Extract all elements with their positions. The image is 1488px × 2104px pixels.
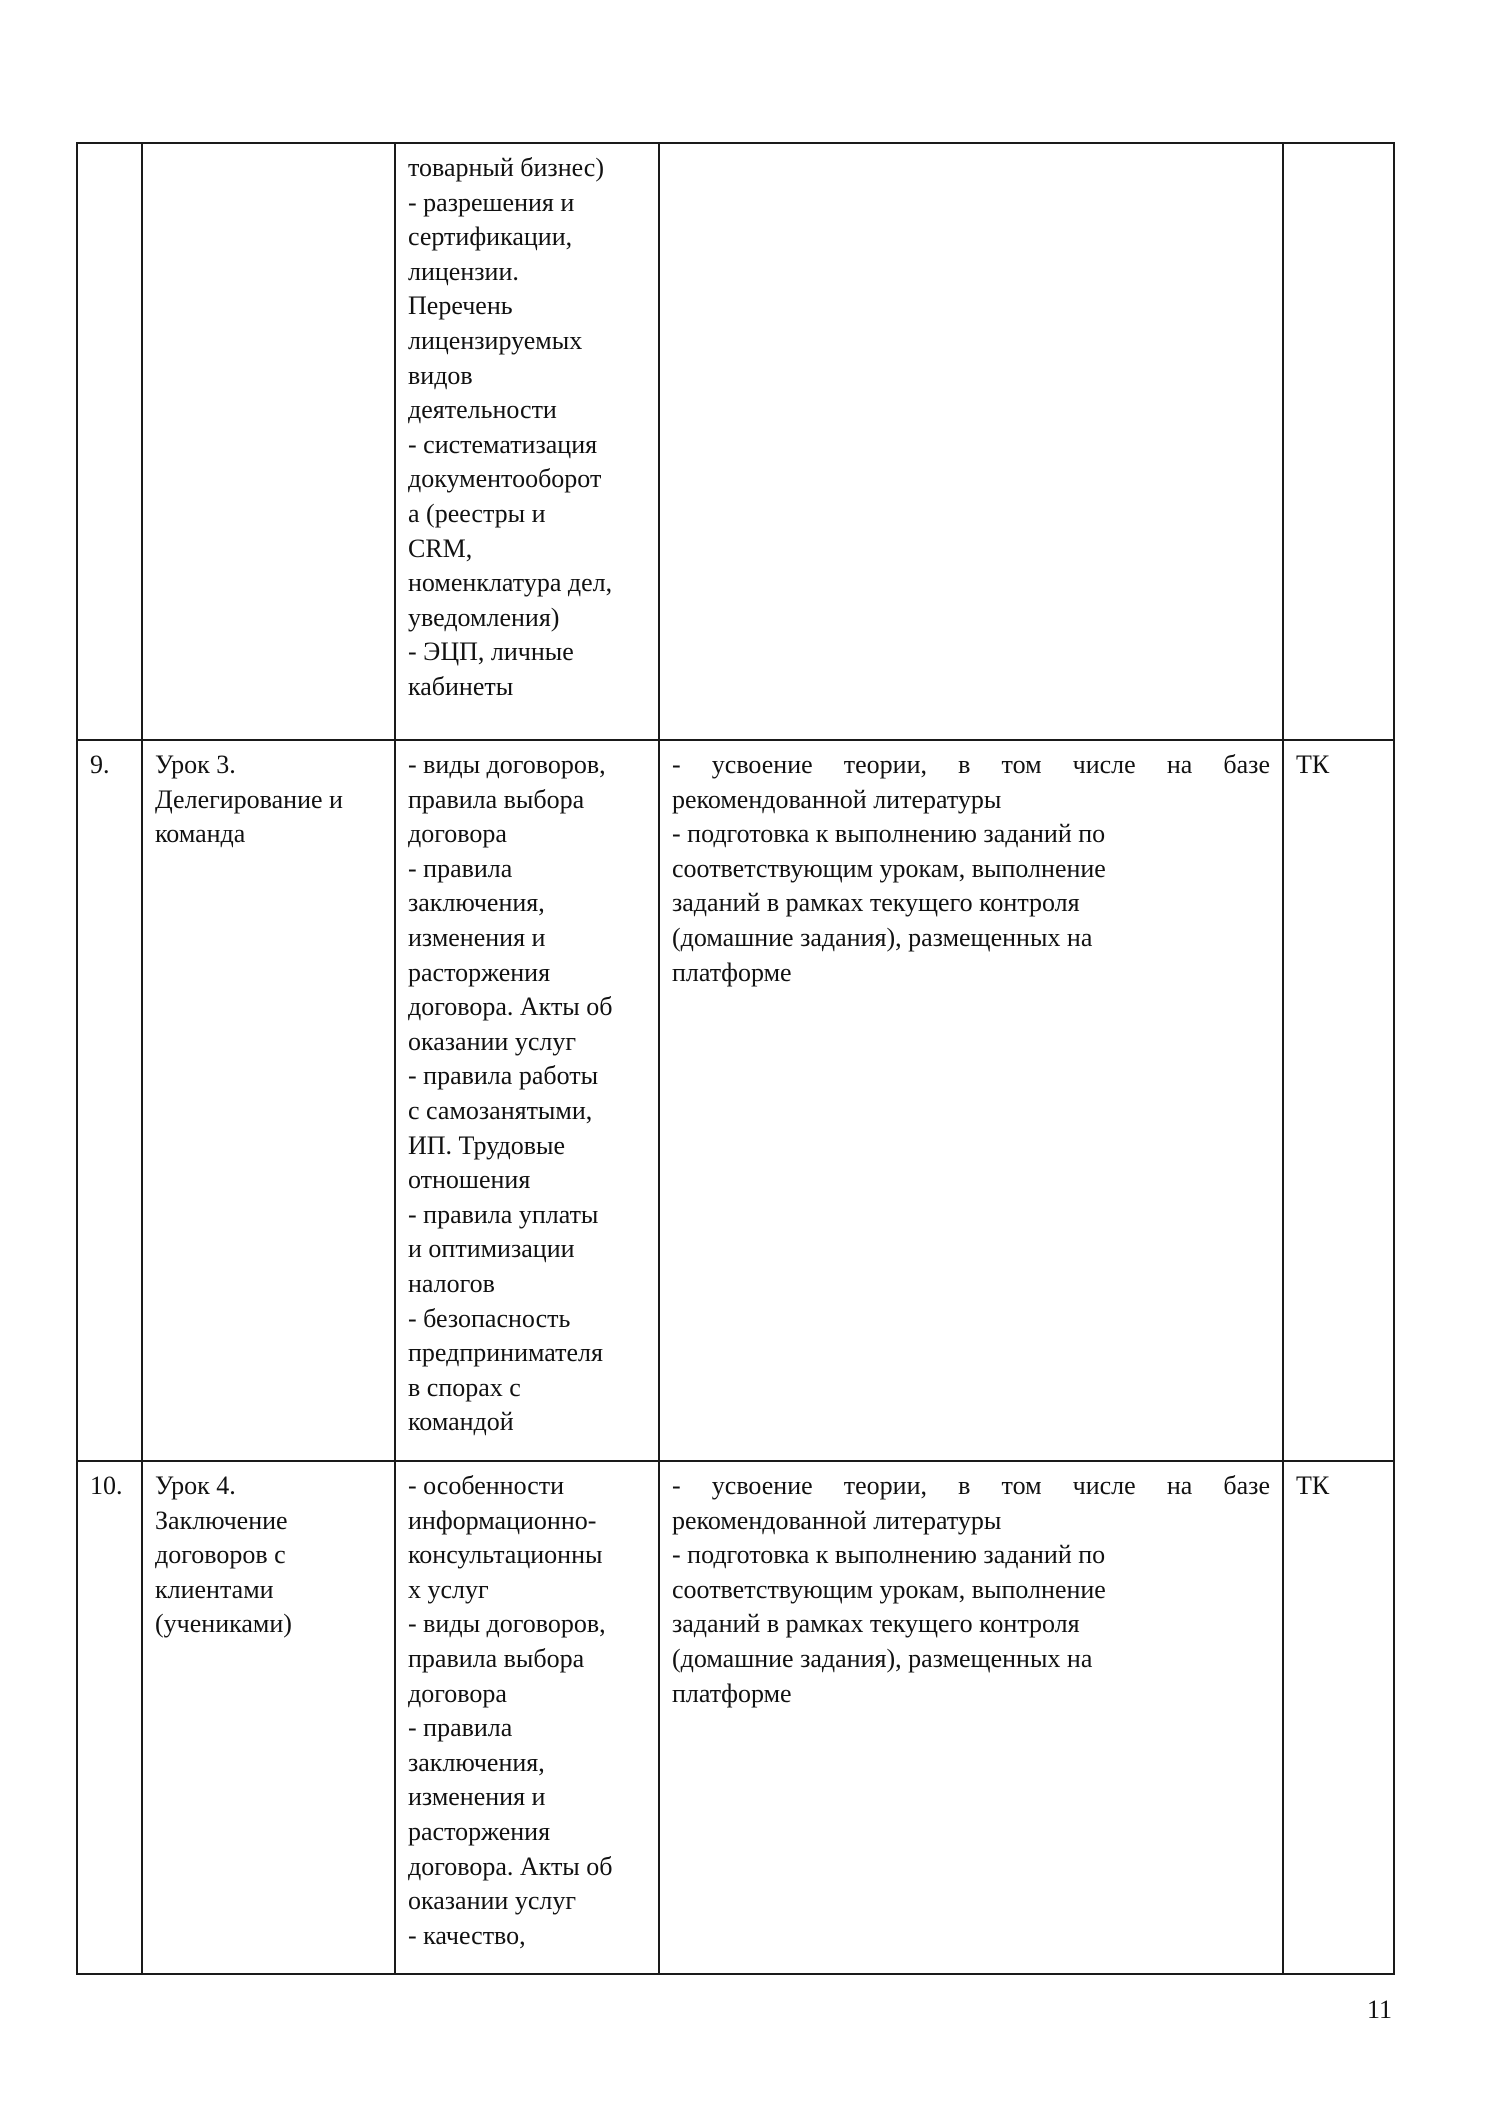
content-line: товарный бизнес) — [408, 153, 605, 182]
work-cell — [659, 143, 1283, 740]
work-cell — [659, 1461, 1283, 1974]
content-line: кабинеты — [408, 671, 514, 701]
content-cell — [395, 1461, 659, 1974]
content-line: видов — [408, 360, 473, 390]
work-line: платформе — [672, 1678, 792, 1708]
content-line: - правила — [408, 853, 513, 883]
content-cell — [395, 740, 659, 1461]
content-line: лицензируемых — [408, 325, 583, 355]
topic-cell — [142, 1461, 395, 1974]
content-cell — [395, 143, 659, 740]
content-line: - виды договоров, — [408, 750, 606, 779]
content-line: изменения и — [408, 1782, 546, 1812]
content-line: консультационны — [408, 1540, 603, 1570]
content-line: с самозанятыми, — [408, 1095, 593, 1125]
content-line: правила выбора — [408, 784, 585, 814]
content-line: сертификации, — [408, 222, 573, 252]
content-line: уведомления) — [408, 602, 560, 632]
content-line: предпринимателя — [408, 1338, 603, 1368]
content-line: Перечень — [408, 291, 513, 321]
work-line: (домашние задания), размещенных на — [672, 1643, 1093, 1673]
content-line: - качество, — [408, 1920, 526, 1950]
content-line: - ЭЦП, личные — [408, 637, 574, 667]
row-number-cell: 9. — [77, 740, 142, 1461]
control-form-cell: ТК — [1283, 1461, 1394, 1974]
topic-line: договоров с — [155, 1540, 286, 1570]
content-line: оказании услуг — [408, 1026, 577, 1056]
content-line: командой — [408, 1407, 514, 1437]
content-line: - правила уплаты — [408, 1199, 599, 1229]
work-line: рекомендованной литературы — [672, 1505, 1002, 1535]
content-line: налогов — [408, 1268, 495, 1298]
work-line: заданий в рамках текущего контроля — [672, 1609, 1080, 1639]
content-line: - правила — [408, 1713, 513, 1743]
topic-line: Урок 3. — [155, 750, 236, 779]
topic-line: Урок 4. — [155, 1471, 236, 1500]
work-line: - подготовка к выполнению заданий по — [672, 819, 1106, 849]
content-line: заключения, — [408, 1747, 545, 1777]
topic-line: (учениками) — [155, 1609, 292, 1639]
content-line: оказании услуг — [408, 1886, 577, 1916]
content-line: расторжения — [408, 1816, 551, 1846]
content-line: договора. Акты об — [408, 1851, 613, 1881]
content-line: х услуг — [408, 1574, 489, 1604]
content-line: - систематизация — [408, 429, 598, 459]
content-line: и оптимизации — [408, 1234, 575, 1264]
content-line: а (реестры и — [408, 498, 546, 528]
content-line: номенклатура дел, — [408, 568, 613, 598]
work-line: соответствующим урокам, выполнение — [672, 853, 1106, 883]
content-line: документооборот — [408, 464, 602, 494]
content-line: - особенности — [408, 1471, 565, 1500]
topic-line: команда — [155, 819, 246, 849]
work-line: заданий в рамках текущего контроля — [672, 888, 1080, 918]
content-line: изменения и — [408, 922, 546, 952]
curriculum-table — [76, 142, 1395, 1975]
control-form-cell: ТК — [1283, 740, 1394, 1461]
content-line: заключения, — [408, 888, 545, 918]
page-number: 11 — [1366, 1995, 1392, 2024]
content-line: договора — [408, 1678, 507, 1708]
table-row — [77, 143, 1394, 740]
work-line: платформе — [672, 957, 792, 987]
topic-cell — [142, 143, 395, 740]
content-line: расторжения — [408, 957, 551, 987]
topic-line: клиентами — [155, 1574, 274, 1604]
content-line: отношения — [408, 1165, 531, 1195]
row-number-cell — [77, 143, 142, 740]
content-line: лицензии. — [408, 256, 519, 286]
work-line: - подготовка к выполнению заданий по — [672, 1540, 1106, 1570]
content-line: - разрешения и — [408, 187, 575, 217]
table-row — [77, 1461, 1394, 1974]
row-number-cell: 10. — [77, 1461, 142, 1974]
topic-cell — [142, 740, 395, 1461]
content-line: - безопасность — [408, 1303, 571, 1333]
work-line: - усвоение теории, в том числе на базе — [672, 750, 1270, 779]
table-row — [77, 740, 1394, 1461]
content-line: информационно- — [408, 1505, 597, 1535]
topic-line: Делегирование и — [155, 784, 343, 814]
work-cell — [659, 740, 1283, 1461]
work-line: соответствующим урокам, выполнение — [672, 1574, 1106, 1604]
topic-line: Заключение — [155, 1505, 288, 1535]
content-line: деятельности — [408, 395, 557, 425]
work-line: (домашние задания), размещенных на — [672, 922, 1093, 952]
content-line: ИП. Трудовые — [408, 1130, 565, 1160]
content-line: CRM, — [408, 533, 473, 563]
content-line: - виды договоров, — [408, 1609, 606, 1639]
work-line: - усвоение теории, в том числе на базе — [672, 1471, 1270, 1500]
content-line: правила выбора — [408, 1643, 585, 1673]
content-line: договора. Акты об — [408, 992, 613, 1022]
content-line: в спорах с — [408, 1372, 521, 1402]
control-form-cell — [1283, 143, 1394, 740]
content-line: - правила работы — [408, 1061, 599, 1091]
content-line: договора — [408, 819, 507, 849]
work-line: рекомендованной литературы — [672, 784, 1002, 814]
